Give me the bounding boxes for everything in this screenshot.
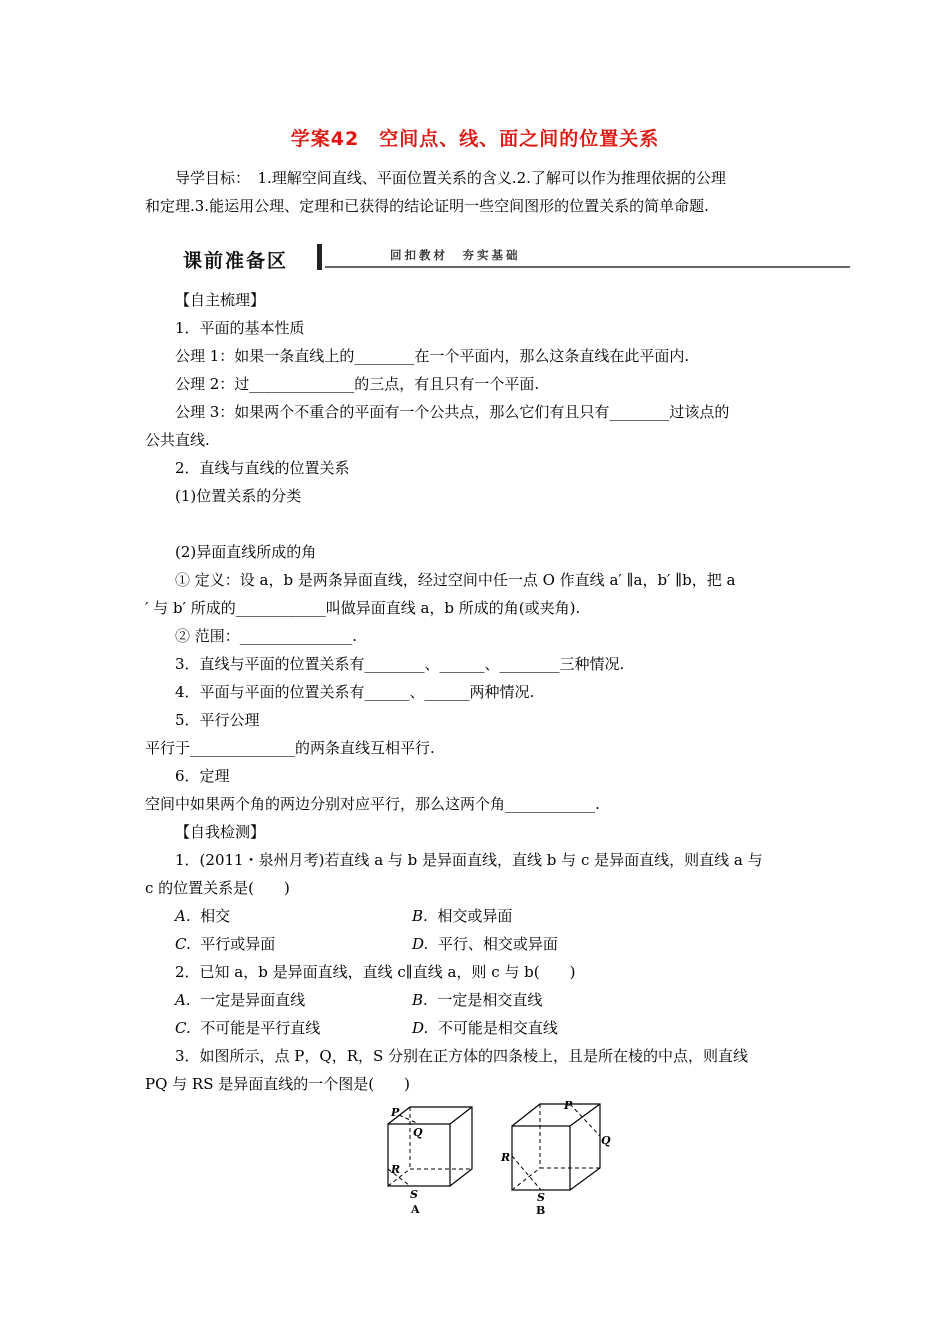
item-2-2: (2)异面直线所成的角	[175, 543, 317, 561]
banner-rule	[325, 266, 850, 268]
q2-option-b[interactable]: B. 一定是相交直线	[412, 991, 543, 1009]
q1-option-c[interactable]: C. 平行或异面	[175, 935, 276, 953]
figure-b-caption: B	[536, 1204, 546, 1217]
item-1-heading: 1．平面的基本性质	[175, 319, 305, 337]
objectives-line-2: 和定理.3.能运用公理、定理和已获得的结论证明一些空间图形的位置关系的简单命题.	[145, 197, 709, 215]
parallel-axiom: 平行于______________的两条直线互相平行.	[145, 739, 435, 757]
label-p: P	[564, 1099, 573, 1112]
figure-a-cube	[380, 1102, 485, 1217]
page-title: 学案42 空间点、线、面之间的位置关系	[290, 128, 660, 150]
item-4: 4．平面与平面的位置关系有______、______两种情况.	[175, 683, 535, 701]
definition-line-2: ′ 与 b′ 所成的____________叫做异面直线 a，b 所成的角(或夹角).	[145, 599, 581, 617]
label-r: R	[501, 1151, 511, 1164]
label-p: P	[391, 1106, 400, 1119]
definition-line-1: ① 定义：设 a，b 是两条异面直线，经过空间中任一点 O 作直线 a′ ∥a，b′ ∥b，把 a	[175, 571, 736, 589]
section-banner	[145, 242, 850, 278]
figure-b-cube	[500, 1098, 620, 1218]
banner-bar	[317, 244, 322, 270]
figure-a-caption: A	[411, 1203, 420, 1216]
label-r: R	[391, 1163, 401, 1176]
item-3: 3．直线与平面的位置关系有________、______、________三种情况.	[175, 655, 625, 673]
axiom-1: 公理 1：如果一条直线上的________在一个平面内，那么这条直线在此平面内.	[175, 347, 690, 365]
question-3-line-1: 3．如图所示，点 P，Q，R，S 分别在正方体的四条棱上，且是所在棱的中点，则直线	[175, 1047, 749, 1065]
q2-option-a[interactable]: A. 一定是异面直线	[175, 991, 306, 1009]
item-2-1: (1)位置关系的分类	[175, 487, 302, 505]
question-3-line-2: PQ 与 RS 是异面直线的一个图是( )	[145, 1075, 410, 1093]
label-s: S	[410, 1188, 418, 1201]
label-s: S	[537, 1191, 545, 1204]
axiom-3-line-1: 公理 3：如果两个不重合的平面有一个公共点，那么它们有且只有________过该点的	[175, 403, 730, 421]
question-1-line-2: c 的位置关系是( )	[145, 879, 290, 897]
theorem-line: 空间中如果两个角的两边分别对应平行，那么这两个角____________.	[145, 795, 600, 813]
item-6-heading: 6．定理	[175, 767, 230, 785]
axiom-3-line-2: 公共直线.	[145, 431, 210, 449]
banner-subtitle: 回扣教材 夯实基础	[390, 248, 521, 262]
q2-option-c[interactable]: C. 不可能是平行直线	[175, 1019, 321, 1037]
label-q: Q	[413, 1126, 423, 1139]
item-5-heading: 5．平行公理	[175, 711, 260, 729]
axiom-2: 公理 2：过______________的三点，有且只有一个平面.	[175, 375, 540, 393]
question-2: 2．已知 a，b 是异面直线，直线 c∥直线 a，则 c 与 b( )	[175, 963, 576, 981]
range-line: ② 范围：_______________.	[175, 627, 358, 645]
q1-option-b[interactable]: B. 相交或异面	[412, 907, 513, 925]
q1-option-d[interactable]: D. 平行、相交或异面	[412, 935, 558, 953]
heading-self-test: 【自我检测】	[175, 823, 266, 841]
item-2-heading: 2．直线与直线的位置关系	[175, 459, 350, 477]
heading-self-review: 【自主梳理】	[175, 291, 266, 309]
q1-option-a[interactable]: A. 相交	[175, 907, 231, 925]
question-1-line-1: 1．(2011・泉州月考)若直线 a 与 b 是异面直线，直线 b 与 c 是异面直线，则直线 a 与	[175, 851, 763, 869]
banner-title: 课前准备区	[183, 250, 289, 272]
objectives-line-1: 导学目标： 1.理解空间直线、平面位置关系的含义.2.了解可以作为推理依据的公理	[175, 169, 726, 187]
q2-option-d[interactable]: D. 不可能是相交直线	[412, 1019, 558, 1037]
label-q: Q	[601, 1134, 611, 1147]
